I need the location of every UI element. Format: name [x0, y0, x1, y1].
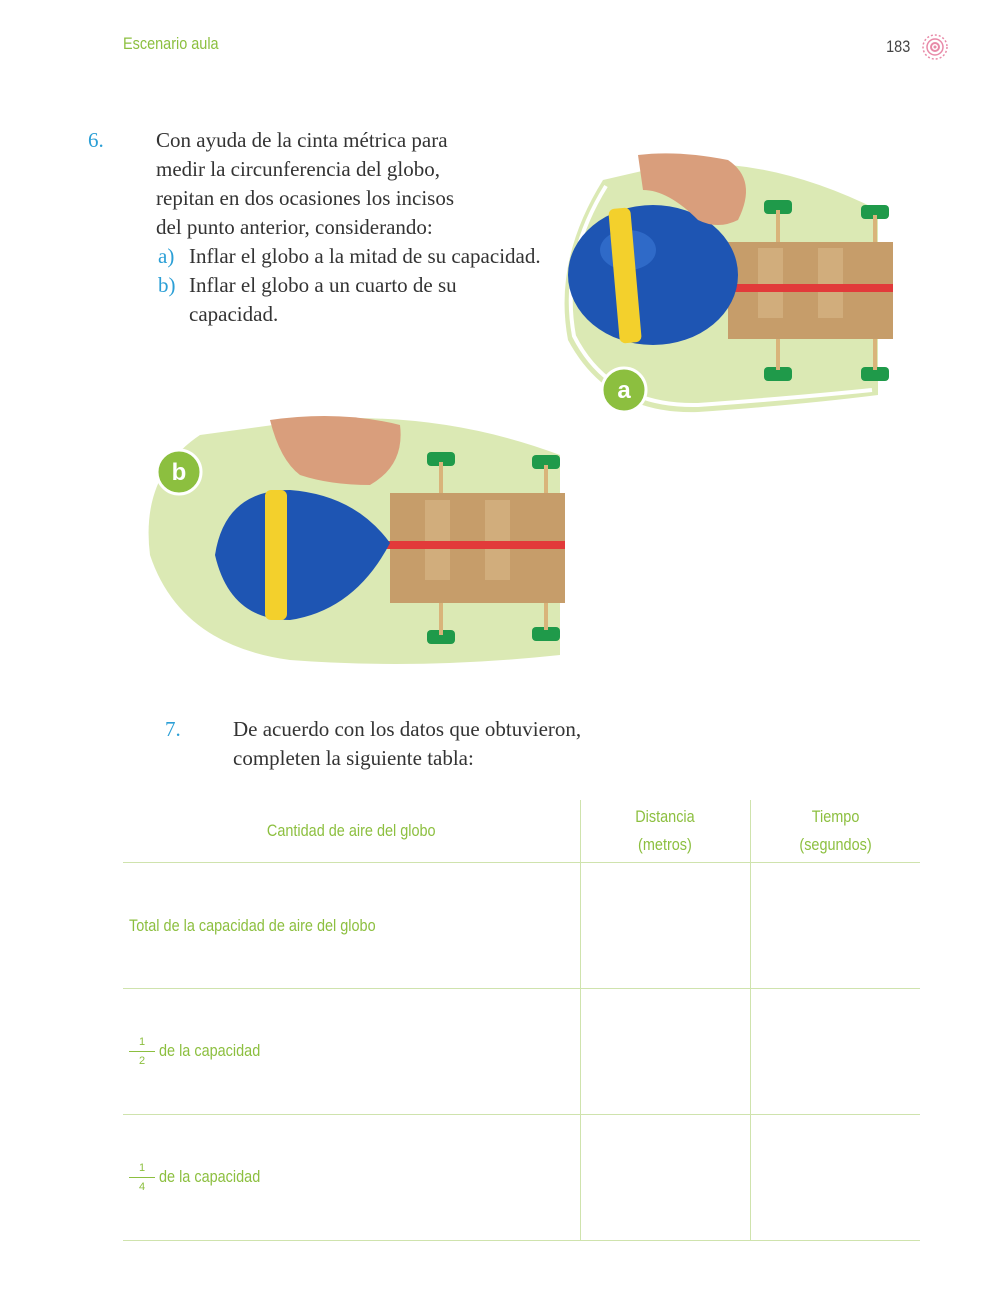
item-letter: a) — [158, 244, 175, 268]
header-time: Tiempo (segundos) — [750, 800, 920, 863]
section-title: Escenario aula — [123, 34, 219, 53]
distance-cell[interactable] — [580, 1115, 750, 1241]
table-row — [123, 863, 920, 989]
svg-text:b: b — [171, 459, 187, 486]
row-label-quarter: $\frac{1}{4}$ de la capacidad — [123, 1115, 580, 1241]
row-label-half: $\frac{1}{2}$ de la capacidad — [123, 989, 580, 1115]
header-air-amount: Cantidad de aire del globo — [123, 800, 580, 863]
fraction-half: $\frac{1}{2}$ — [129, 1036, 155, 1067]
time-cell[interactable] — [750, 989, 920, 1115]
q7-line-1: 7. De acuerdo con los datos que obtuvieron, — [199, 715, 699, 744]
time-cell[interactable] — [750, 1115, 920, 1241]
q6-item-b — [122, 271, 542, 329]
q6-number: 6. — [88, 128, 104, 152]
q6-line-4: del punto anterior, considerando: — [156, 215, 433, 239]
balloon-car-illustration-b — [140, 415, 565, 665]
table-row — [123, 989, 920, 1115]
page-number: 183 — [885, 37, 910, 56]
distance-cell[interactable] — [580, 863, 750, 989]
q6-line-1: 6. Con ayuda de la cinta métrica para — [122, 126, 542, 155]
page-header-right — [884, 32, 950, 62]
table-header-row — [123, 800, 920, 863]
question-7 — [165, 715, 699, 773]
row-label-total: Total de la capacidad de aire del globo — [123, 863, 580, 989]
distance-cell[interactable] — [580, 989, 750, 1115]
item-text: Inflar el globo a la mitad de su capacidad. — [189, 244, 541, 268]
q6-line-3: repitan en dos ocasiones los incisos — [156, 186, 455, 210]
target-icon — [920, 32, 950, 62]
item-letter: b) — [158, 273, 176, 297]
header-distance: Distancia (metros) — [580, 800, 750, 863]
q6-item-a — [122, 242, 542, 271]
time-cell[interactable] — [750, 863, 920, 989]
q7-number: 7. — [165, 717, 181, 741]
results-table — [123, 800, 920, 1241]
svg-text:a: a — [617, 377, 631, 404]
table-row — [123, 1115, 920, 1241]
q6-line-2: medir la circunferencia del globo, — [156, 157, 440, 181]
fraction-quarter: $\frac{1}{4}$ — [129, 1162, 155, 1193]
item-text: Inflar el globo a un cuarto de su capacidad. — [189, 273, 457, 326]
balloon-car-illustration-a — [548, 150, 893, 420]
question-6 — [88, 126, 542, 329]
q7-line-2: completen la siguiente tabla: — [233, 746, 474, 770]
